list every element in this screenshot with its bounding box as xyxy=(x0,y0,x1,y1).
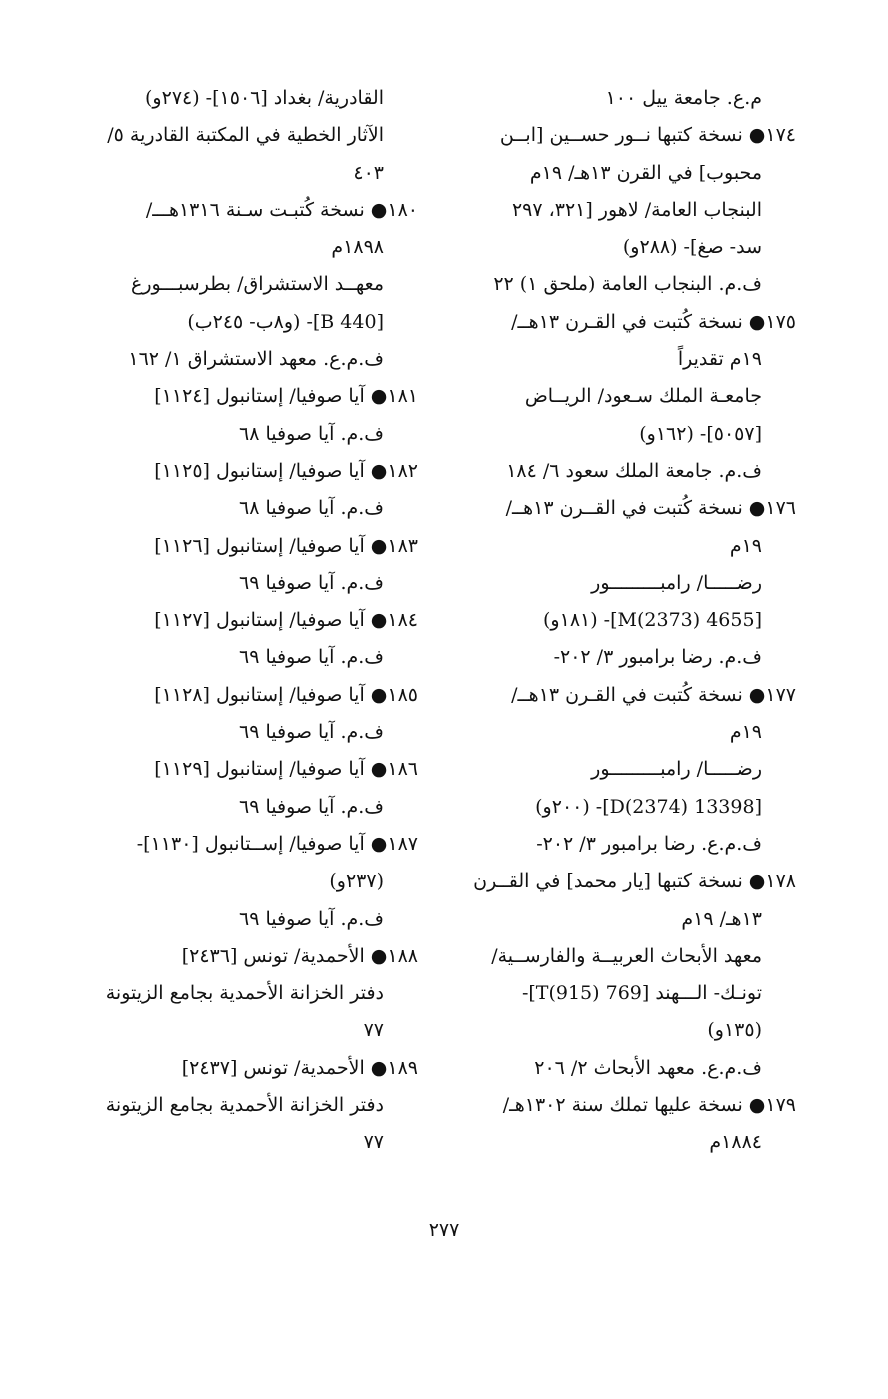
text-line: تونـك- الـــهند [769 T(915)]- xyxy=(521,982,762,1005)
text-line: ١٩م xyxy=(729,721,762,744)
right-column xyxy=(461,80,796,1162)
text-line: ١٨٥● آيا صوفيا/ إستانبول [١١٢٨] xyxy=(154,683,418,706)
text-line: ف.م. آيا صوفيا ٦٨ xyxy=(239,497,384,520)
text-line: ف.م. آيا صوفيا ٦٩ xyxy=(239,907,384,930)
text-line: رضـــــا/ رامبـــــــــور xyxy=(591,571,762,594)
text-line: ١٨٣● آيا صوفيا/ إستانبول [١١٢٦] xyxy=(154,534,418,557)
text-line: ١٨١● آيا صوفيا/ إستانبول [١١٢٤] xyxy=(154,385,418,408)
text-line: ف.م. آيا صوفيا ٦٩ xyxy=(239,795,384,818)
text-line: ف.م. آيا صوفيا ٦٩ xyxy=(239,646,384,669)
text-line: ١٨٨● الأحمدية/ تونس [٢٤٣٦] xyxy=(181,944,418,967)
text-line: ١٧٧● نسخة كُتبت في القـرن ١٣هــ/ xyxy=(511,683,796,706)
text-line: الآثار الخطية في المكتبة القادرية ٥/ xyxy=(107,124,384,147)
text-line: جامعـة الملك سـعود/ الريــاض xyxy=(524,385,762,408)
text-line: ١٨٠● نسخة كُتبـت سـنة ١٣١٦هـــ/ xyxy=(145,198,418,221)
text-line: معهد الأبحاث العربيــة والفارســية/ xyxy=(491,944,762,967)
text-line: ف.م. آيا صوفيا ٦٩ xyxy=(239,571,384,594)
text-line: ٤٠٣ xyxy=(353,161,384,184)
text-line: ف.م.ع. معهد الأبحاث ٢/ ٢٠٦ xyxy=(534,1056,762,1079)
text-line: ١٩م xyxy=(729,534,762,557)
text-line: م.ع. جامعة ييل ١٠٠ xyxy=(605,87,762,109)
text-line: ف.م. جامعة الملك سعود ٦/ ١٨٤ xyxy=(506,459,762,482)
text-line: ١٧٩● نسخة عليها تملك سنة ١٣٠٢هـ/ xyxy=(502,1094,796,1117)
text-line: ف.م.ع. رضا برامبور ٣/ ٢٠٢- xyxy=(536,832,762,855)
text-line: [٥٠٥٧]- (١٦٢و) xyxy=(639,422,762,445)
text-line: ف.م. البنجاب العامة (ملحق ١) ٢٢ xyxy=(493,273,762,296)
text-line: ف.م.ع. معهد الاستشراق ١/ ١٦٢ xyxy=(128,348,384,371)
text-line: دفتر الخزانة الأحمدية بجامع الزيتونة xyxy=(105,982,384,1005)
text-line: ١٣هـ/ ١٩م xyxy=(681,907,762,930)
text-line: ١٧٤● نسخة كتبها نــور حســين [ابــن xyxy=(499,124,796,147)
text-line: ١٨٨٤م xyxy=(709,1131,762,1154)
text-line: معهــد الاستشراق/ بطرسبـــورغ xyxy=(131,273,384,296)
text-line: ١٧٦● نسخة كُتبت في القــرن ١٣هــ/ xyxy=(505,497,796,520)
text-line: محبوب] في القرن ١٣هـ/ ١٩م xyxy=(529,161,762,184)
text-line: رضـــــا/ رامبـــــــــور xyxy=(591,758,762,781)
text-line: ٧٧ xyxy=(363,1131,384,1154)
text-line: [13398 D(2374)]- (٢٠٠و) xyxy=(535,795,762,818)
text-line: ١٨٦● آيا صوفيا/ إستانبول [١١٢٩] xyxy=(154,758,418,781)
page-number: ٢٧٧ xyxy=(428,1219,460,1241)
text-line: دفتر الخزانة الأحمدية بجامع الزيتونة xyxy=(105,1094,384,1117)
text-line: القادرية/ بغداد [١٥٠٦]- (٢٧٤و) xyxy=(145,87,384,109)
text-line: [4655 M(2373)]- (١٨١و) xyxy=(543,609,762,632)
text-line: ١٨٩٨م xyxy=(331,236,384,259)
text-line: ١٨٤● آيا صوفيا/ إستانبول [١١٢٧] xyxy=(154,609,418,632)
text-line: ف.م. آيا صوفيا ٦٩ xyxy=(239,721,384,744)
text-line: ١٧٨● نسخة كتبها [يار محمد] في القــرن xyxy=(473,870,796,893)
text-line: ف.م. آيا صوفيا ٦٨ xyxy=(239,422,384,445)
text-line: ف.م. رضا برامبور ٣/ ٢٠٢- xyxy=(553,646,762,669)
left-column xyxy=(73,80,418,1162)
text-line: سد- صغ]- (٢٨٨و) xyxy=(622,236,762,259)
text-line: البنجاب العامة/ لاهور [٣٢١، ٢٩٧ xyxy=(511,198,762,221)
text-line: ١٨٢● آيا صوفيا/ إستانبول [١١٢٥] xyxy=(154,459,418,482)
text-line: ١٨٩● الأحمدية/ تونس [٢٤٣٧] xyxy=(181,1056,418,1079)
text-line: (١٣٥و) xyxy=(707,1019,762,1042)
text-line: ٧٧ xyxy=(363,1019,384,1042)
text-line: [B 440]- (و٨ب- ٢٤٥ب) xyxy=(187,310,384,333)
text-line: ١٧٥● نسخة كُتبت في القـرن ١٣هــ/ xyxy=(511,310,796,333)
text-line: ١٨٧● آيا صوفيا/ إســتانبول [١١٣٠]- xyxy=(136,832,418,855)
text-line: (٢٣٧و) xyxy=(329,870,384,893)
text-line: ١٩م تقديراً xyxy=(677,348,762,371)
